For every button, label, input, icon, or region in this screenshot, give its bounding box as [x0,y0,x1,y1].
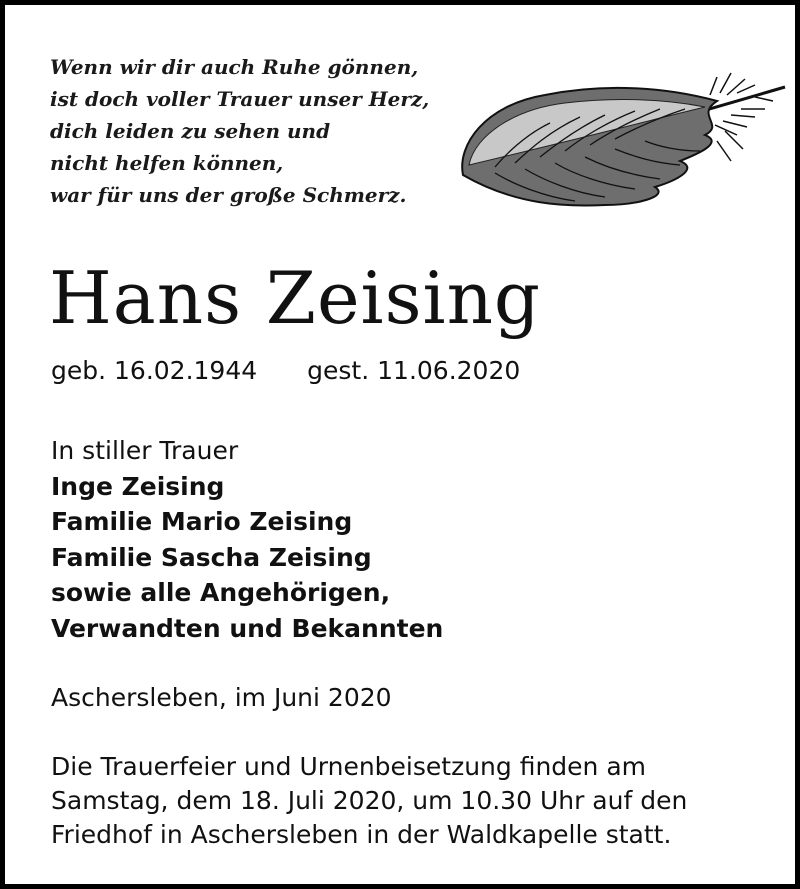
poem-line: dich leiden zu sehen und [50,119,331,143]
ceremony-notice [51,750,687,852]
poem [50,51,429,211]
poem-line: nicht helfen können, [50,151,284,175]
poem-line: Wenn wir dir auch Ruhe gönnen, [50,55,419,79]
mourner-name: Verwandten und Bekannten [51,613,444,643]
mourners [51,433,443,646]
deceased-name: Hans Zeising [49,256,542,340]
death-date: gest. 11.06.2020 [307,356,521,385]
poem-line: ist doch voller Trauer unser Herz, [50,87,430,111]
feather-icon [455,65,795,215]
ceremony-line: Die Trauerfeier und Urnenbeisetzung finden am [51,752,647,781]
ceremony-line: Friedhof in Aschersleben in der Waldkapelle statt. [51,820,672,849]
life-dates [51,353,520,389]
birth-date: geb. 16.02.1944 [51,356,258,385]
poem-line: war für uns der große Schmerz. [50,183,407,207]
ceremony-line: Samstag, dem 18. Juli 2020, um 10.30 Uhr auf den [51,786,688,815]
mourners-intro: In stiller Trauer [51,436,239,465]
mourner-name: sowie alle Angehörigen, [51,578,391,607]
mourner-name: Familie Sascha Zeising [51,542,372,572]
mourner-name: Inge Zeising [51,471,225,501]
mourner-name: Familie Mario Zeising [51,507,353,536]
place-date: Aschersleben, im Juni 2020 [51,683,392,712]
